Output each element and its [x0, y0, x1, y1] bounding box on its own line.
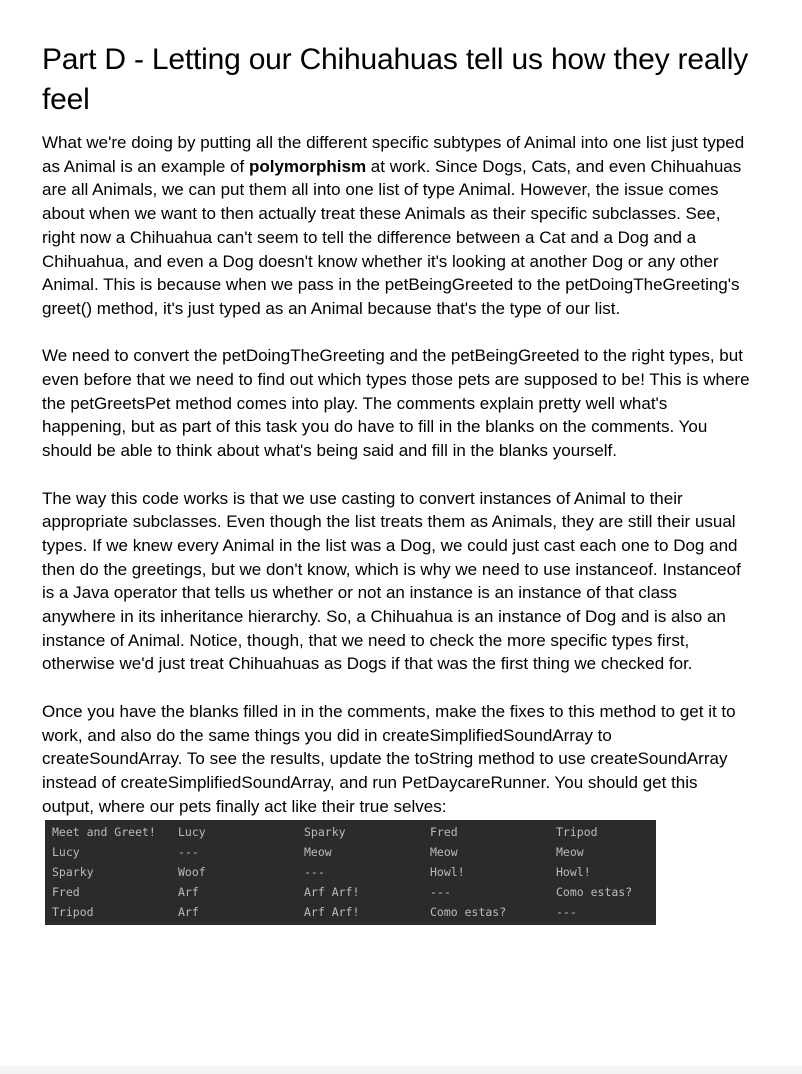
console-cell: Como estas?: [430, 905, 507, 920]
console-cell: Arf Arf!: [304, 885, 360, 900]
paragraph-polymorphism: [42, 131, 754, 321]
console-cell: Howl!: [430, 865, 465, 880]
console-cell: Arf Arf!: [304, 905, 360, 920]
console-row: [45, 842, 656, 862]
paragraph-text: What we're doing by putting all the different specific subtypes of Animal into one list just typed as Animal is an example of: [42, 133, 745, 176]
console-cell: Lucy: [178, 825, 206, 840]
console-output: [45, 820, 656, 925]
console-cell: Sparky: [304, 825, 346, 840]
console-cell: Howl!: [556, 865, 591, 880]
paragraph-convert-types: We need to convert the petDoingTheGreeting and the petBeingGreeted to the right types, but even before that we need to find out which types those pets are supposed to be! This is where the petGreetsPet method comes into play. The comments explain pretty well what's happening, but as part of this task you do have to fill in the blanks on the comments. You should be able to think about what's being said and fill in the blanks yourself.: [42, 346, 750, 461]
console-cell: Fred: [430, 825, 458, 840]
paragraph-text: at work. Since Dogs, Cats, and even Chihuahuas are all Animals, we can put them all into one list of type Animal. However, the issue comes about when we want to then actually treat these Animals as their specific subclasses. See, right now a Chihuahua can't seem to tell the difference between a Cat and a Dog and a Chihuahua, and even a Dog doesn't know whether it's looking at another Dog or any other Animal. This is because when we pass in the petBeingGreeted to the petDoingTheGreeting's greet() method, it's just typed as an Animal because that's the type of our list.: [42, 156, 742, 318]
console-cell: ---: [178, 845, 199, 860]
paragraph-casting: The way this code works is that we use casting to convert instances of Animal to their appropriate subclasses. Even though the list treats them as Animals, they are still their usual types. If we knew every Animal in the list was a Dog, we could just cast each one to Dog and then do the greetings, but we don't know, which is why we need to use instanceof. Instanceof is a Java operator that tells us whether or not an instance is an instance of that class anywhere in its inheritance hierarchy. So, a Chihuahua is an instance of Dog and is also an instance of Animal. Notice, though, that we need to check the more specific types first, otherwise we'd just treat Chihuahuas as Dogs if that was the first thing we checked for.: [42, 488, 741, 674]
console-row: [45, 822, 656, 842]
console-cell: Tripod: [52, 905, 94, 920]
console-cell: Fred: [52, 885, 80, 900]
document-body: [42, 40, 754, 925]
console-cell: Arf: [178, 905, 199, 920]
console-cell: Sparky: [52, 865, 94, 880]
page-bottom-edge: [0, 1066, 802, 1074]
console-cell: Meow: [304, 845, 332, 860]
console-cell: Arf: [178, 885, 199, 900]
paragraph-instructions: Once you have the blanks filled in in the comments, make the fixes to this method to get it to work, and also do the same things you did in createSimplifiedSoundArray to createSoundArray. To see the results, update the toString method to use createSoundArray instead of createSimplifiedSoundArray, and run PetDaycareRunner. You should get this output, where our pets finally act like their true selves:: [42, 701, 736, 816]
console-cell: Meet and Greet!: [52, 825, 156, 840]
console-row: [45, 902, 656, 922]
console-row: [45, 862, 656, 882]
bold-term: polymorphism: [248, 156, 367, 176]
console-cell: ---: [430, 885, 451, 900]
console-cell: ---: [556, 905, 577, 920]
console-cell: Como estas?: [556, 885, 633, 900]
console-cell: ---: [304, 865, 325, 880]
console-cell: Lucy: [52, 845, 80, 860]
console-cell: Woof: [178, 865, 206, 880]
console-cell: Tripod: [556, 825, 598, 840]
console-row: [45, 882, 656, 902]
console-cell: Meow: [556, 845, 584, 860]
console-cell: Meow: [430, 845, 458, 860]
section-heading: Part D - Letting our Chihuahuas tell us how they really feel: [42, 43, 749, 116]
